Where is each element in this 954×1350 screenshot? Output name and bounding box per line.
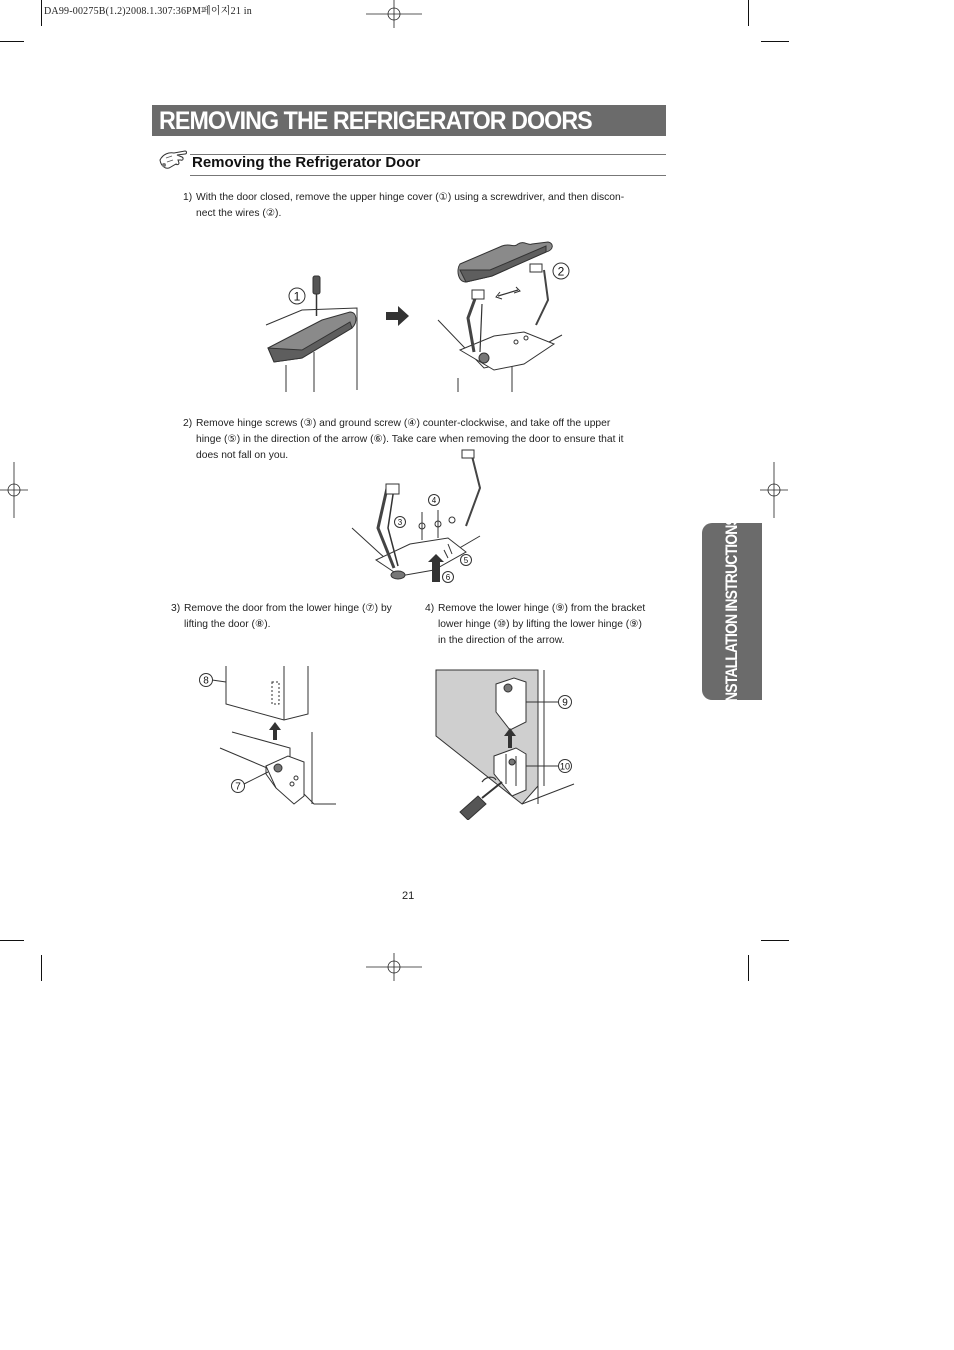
- right-arrow-icon: [386, 306, 409, 326]
- svg-text:10: 10: [559, 761, 571, 772]
- svg-text:1: 1: [293, 289, 301, 304]
- step-line: Remove hinge screws (③) and ground screw (④) counter-clockwise, and take off the upper: [196, 418, 611, 429]
- step-line: lifting the door (⑧).: [184, 619, 271, 630]
- step-line: hinge (⑤) in the direction of the arrow (⑥). Take care when removing the door to ensure that it: [196, 434, 624, 445]
- svg-text:6: 6: [445, 573, 451, 582]
- section-heading: Removing the Refrigerator Door: [192, 154, 421, 171]
- step-1-text: [183, 190, 663, 222]
- callout-8: [200, 674, 227, 687]
- step-line: Remove the door from the lower hinge (⑦) by: [184, 603, 392, 614]
- figure-remove-hinge-cover: [262, 240, 582, 400]
- print-slug: DA99-00275B(1.2)2008.1.307:36PM페이지21 in: [44, 6, 252, 17]
- pointing-hand-icon: [157, 146, 189, 176]
- svg-text:9: 9: [562, 697, 568, 709]
- svg-text:4: 4: [431, 496, 437, 505]
- step-line: does not fall on you.: [196, 450, 289, 461]
- step-4-text: [425, 601, 665, 649]
- svg-text:5: 5: [463, 556, 469, 565]
- figure-remove-lower-hinge: [434, 664, 584, 820]
- figure-lift-door: [196, 664, 346, 814]
- step-number: 3): [171, 603, 181, 614]
- callout-7: [232, 772, 269, 793]
- step-number: 2): [183, 418, 193, 429]
- step-line: in the direction of the arrow.: [438, 635, 565, 646]
- step-line: With the door closed, remove the upper hinge cover (①) using a screwdriver, and then discon-: [196, 192, 625, 203]
- callout-1: [289, 288, 305, 304]
- step-3-text: [171, 601, 411, 633]
- callout-6: [443, 572, 454, 583]
- page-title-bar: [152, 105, 666, 136]
- step-line: nect the wires (②).: [196, 208, 282, 219]
- svg-text:3: 3: [397, 518, 403, 527]
- side-tab-label: INSTALLATION INSTRUCTIONS: [722, 516, 741, 706]
- callout-5: [461, 555, 472, 566]
- step-number: 1): [183, 192, 193, 203]
- svg-text:8: 8: [203, 675, 209, 687]
- up-arrow-icon: [269, 722, 281, 740]
- section-side-tab: [702, 516, 762, 706]
- subhead-rule-bottom: [190, 175, 666, 176]
- step-line: Remove the lower hinge (⑨) from the bracket: [438, 603, 646, 614]
- page-number: 21: [402, 890, 415, 902]
- figure-remove-hinge-screws: [348, 448, 488, 598]
- callout-4: [429, 495, 440, 506]
- callout-3: [395, 517, 406, 528]
- step-number: 4): [425, 603, 435, 614]
- svg-text:7: 7: [235, 781, 241, 793]
- callout-2: [553, 263, 569, 279]
- page-title: REMOVING THE REFRIGERATOR DOORS: [159, 107, 592, 135]
- step-line: lower hinge (⑩) by lifting the lower hinge (⑨): [438, 619, 642, 630]
- svg-text:2: 2: [557, 264, 565, 279]
- screwdriver-icon: [460, 782, 502, 820]
